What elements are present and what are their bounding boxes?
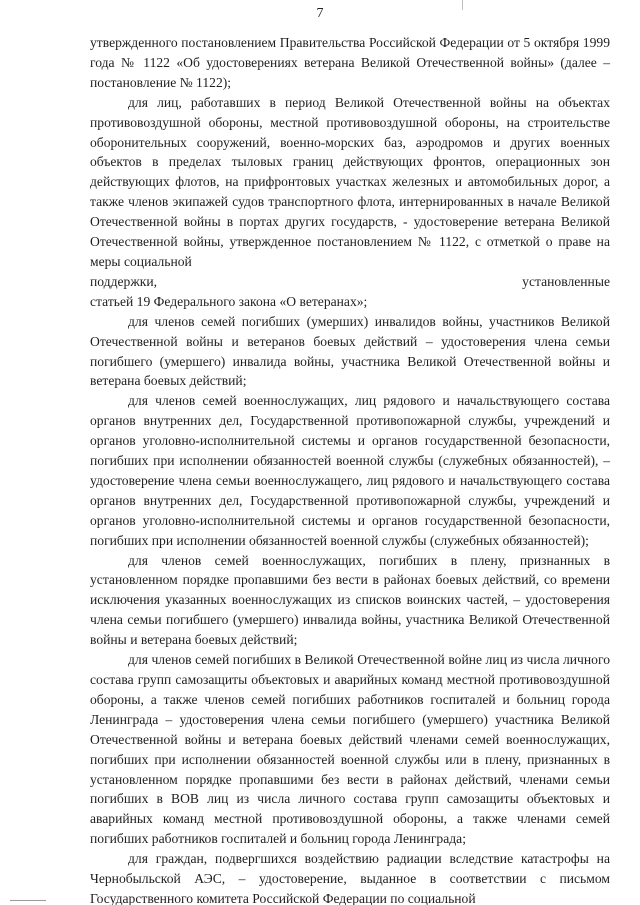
paragraph-family-self-defense-groups: для членов семей погибших в Великой Отечественной войне лиц из числа личного состава групп самозащиты объектовых и аварийных команд местной противовоздушной обороны, а также членов семей погибших работников госпиталей и больниц города Ленинграда – удостоверения члена семьи погибшего (умершего) участника Великой Отечественной войны и ветерана боевых действий членами семей военнослужащих, погибших при исполнении обязанностей военной службы или в плену, признанных в установленном порядке пропавшими без вести в районах действий, членами семьи погибших в ВОВ лиц из числа личного состава групп самозащиты объектовых и аварийных команд местной противовоздушной обороны, а также членами семей погибших работников госпиталей и больниц города Ленинграда;	[90, 652, 610, 847]
paragraph-chernobyl-radiation: для граждан, подвергшихся воздействию радиации вследствие катастрофы на Чернобыльской АЭС, – удостоверение, выданное в соответствии с письмом Государственного комитета Российской Федерации по социальной	[90, 851, 610, 905]
paragraph-wartime-workers-continued: поддержки, установленные	[90, 273, 610, 289]
paragraph-decree-reference: утвержденного постановлением Правительства Российской Федерации от 5 октября 1999 года № 1122 «Об удостоверениях ветерана Великой Отечественной войны» (далее – постановление № 1122);	[90, 35, 610, 90]
paragraph-wartime-workers: для лиц, работавших в период Великой Отечественной войны на объектах противовоздушной обороны, местной противовоздушной обороны, на строительстве оборонительных сооружений, военно-морских баз, аэродромов и других военных объектов в пределах тыловых границ действующих фронтов, операционных зон действующих флотов, на прифронтовых участках железных и автомобильных дорог, а также членов экипажей судов транспортного флота, интернированных в начале Великой Отечественной войны в портах других государств, - удостоверение ветерана Великой Отечественной войны, утвержденное постановлением № 1122, с отметкой о праве на меры социальной	[90, 94, 610, 269]
scan-edge-mark	[10, 900, 46, 901]
paragraph-family-of-deceased-invalids: для членов семей погибших (умерших) инвалидов войны, участников Великой Отечественной войны и ветеранов боевых действий – удостоверения члена семьи погибшего (умершего) инвалида войны, участника Великой Отечественной войны и ветерана боевых действий;	[90, 313, 610, 389]
paragraph-family-of-servicemen: для членов семей военнослужащих, лиц рядового и начальствующего состава органов внутренних дел, Государственной противопожарной службы, учреждений и органов уголовно-исполнительной системы и органов государственной безопасности, погибших при исполнении обязанностей военной службы (служебных обязанностей), – удостоверение члена семьи военнослужащего, лиц рядового и начальствующего состава органов внутренних дел, Государственной противопожарной службы, учреждений и органов уголовно-исполнительной системы и органов государственной безопасности, погибших при исполнении обязанностей военной службы (служебных обязанностей);	[90, 393, 610, 548]
paragraph-family-died-in-captivity: для членов семей военнослужащих, погибших в плену, признанных в установленном порядке пропавшими без вести в районах боевых действий, со времени исключения указанных военнослужащих из списков воинских частей, – удостоверения члена семьи погибшего (умершего) инвалида войны, участника Великой Отечественной войны и ветерана боевых действий;	[90, 552, 610, 648]
paragraph-article-19: статьей 19 Федерального закона «О ветеранах»;	[90, 293, 368, 309]
document-body	[90, 33, 610, 905]
page-number: 7	[316, 6, 324, 21]
